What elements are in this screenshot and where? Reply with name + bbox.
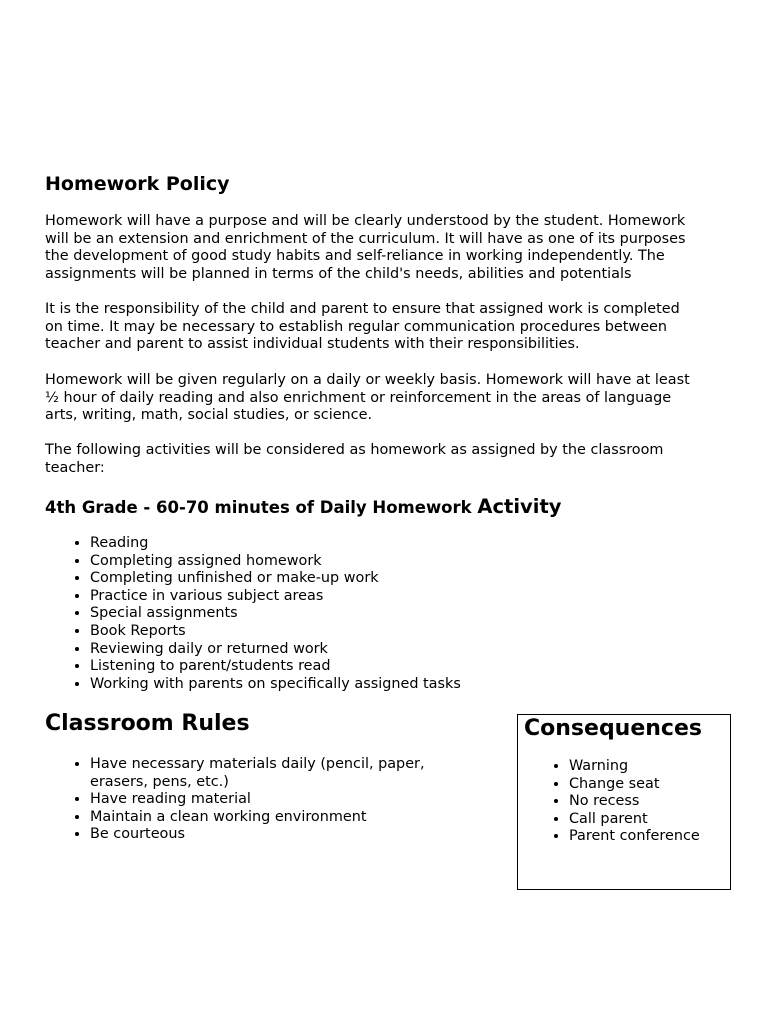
- list-item: • Have reading material: [90, 791, 470, 809]
- paragraph-frequency: Homework will be given regularly on a daily or weekly basis. Homework will have at least ½ hour of daily reading and also enrichment or reinforcement in the areas of language arts, writing, math, social studies, or science.: [45, 372, 690, 424]
- grade-heading-emphasis: Activity: [477, 495, 562, 518]
- grade-heading: [45, 494, 561, 521]
- paragraph-activities-intro: The following activities will be considered as homework as assigned by the classroom teacher:: [45, 442, 664, 476]
- list-item: • Have necessary materials daily (pencil, paper, erasers, pens, etc.): [90, 756, 470, 791]
- list-item: • Parent conference: [569, 828, 729, 846]
- list-item: • Listening to parent/students read: [90, 658, 730, 676]
- list-item: • Book Reports: [90, 623, 730, 641]
- grade-heading-main: 4th Grade - 60-70 minutes of Daily Homework: [45, 498, 478, 517]
- consequences-box: [517, 714, 731, 890]
- list-item: • Completing unfinished or make-up work: [90, 570, 730, 588]
- list-item: • Change seat: [569, 776, 729, 794]
- paragraph-responsibility: It is the responsibility of the child and parent to ensure that assigned work is completed on time. It may be necessary to establish regular communication procedures between teacher and parent to assist individual students with their responsibilities.: [45, 301, 680, 353]
- list-item: • Reading: [90, 535, 730, 553]
- consequences-list: [524, 758, 729, 846]
- paragraph-purpose: Homework will have a purpose and will be clearly understood by the student. Homework will be an extension and enrichment of the curriculum. It will have as one of its purposes the development of good study habits and self-reliance in working independently. The assignments will be planned in terms of the child's needs, abilities and potentials: [45, 213, 686, 282]
- page-title: Homework Policy: [45, 173, 230, 195]
- classroom-rules-list: [45, 756, 470, 844]
- list-item: • Working with parents on specifically assigned tasks: [90, 676, 730, 694]
- list-item: • Special assignments: [90, 605, 730, 623]
- list-item: • Warning: [569, 758, 729, 776]
- list-item: • Call parent: [569, 811, 729, 829]
- list-item: • No recess: [569, 793, 729, 811]
- list-item: • Maintain a clean working environment: [90, 809, 470, 827]
- list-item: • Be courteous: [90, 826, 470, 844]
- consequences-heading: Consequences: [524, 716, 702, 741]
- list-item: • Practice in various subject areas: [90, 588, 730, 606]
- classroom-rules-heading: Classroom Rules: [45, 711, 250, 736]
- list-item: • Reviewing daily or returned work: [90, 641, 730, 659]
- list-item: • Completing assigned homework: [90, 553, 730, 571]
- activity-list: [45, 535, 730, 693]
